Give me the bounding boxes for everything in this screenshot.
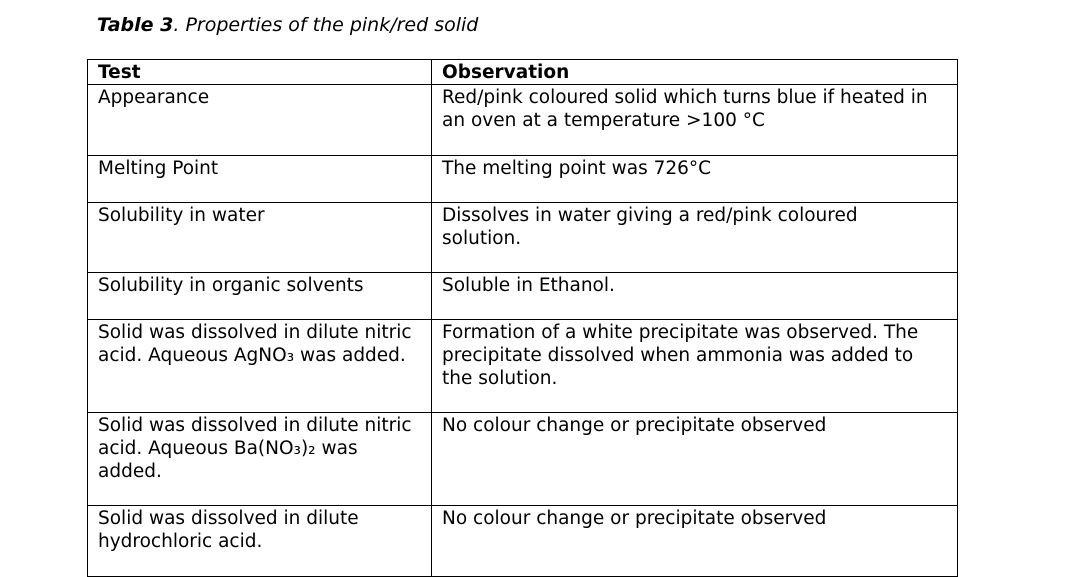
table-row [88,413,958,506]
test-cell: Appearance [88,85,432,156]
observation-cell: The melting point was 726°C [432,156,958,203]
table-row [88,506,958,577]
table-row [88,320,958,413]
table-row [88,156,958,203]
header-row [88,60,958,85]
table-row [88,203,958,273]
test-cell: Solid was dissolved in dilute nitric acid. Aqueous Ba(NO₃)₂ was added. [88,413,432,506]
table-caption-text: . Properties of the pink/red solid [173,14,479,36]
table-row [88,273,958,320]
header-observation: Observation [432,60,958,85]
table-caption-label: Table 3 [97,14,174,36]
observation-cell: Dissolves in water giving a red/pink coloured solution. [432,203,958,273]
properties-table [87,59,958,577]
header-test: Test [88,60,432,85]
test-cell: Solid was dissolved in dilute nitric acid. Aqueous AgNO₃ was added. [88,320,432,413]
observation-cell: Formation of a white precipitate was observed. The precipitate dissolved when ammonia was added to the solution. [432,320,958,413]
table-row [88,85,958,156]
observation-cell: No colour change or precipitate observed [432,506,958,577]
observation-cell: No colour change or precipitate observed [432,413,958,506]
test-cell: Solubility in water [88,203,432,273]
observation-cell: Red/pink coloured solid which turns blue if heated in an oven at a temperature >100 °C [432,85,958,156]
test-cell: Solubility in organic solvents [88,273,432,320]
test-cell: Solid was dissolved in dilute hydrochloric acid. [88,506,432,577]
table-caption [97,13,478,37]
test-cell: Melting Point [88,156,432,203]
observation-cell: Soluble in Ethanol. [432,273,958,320]
